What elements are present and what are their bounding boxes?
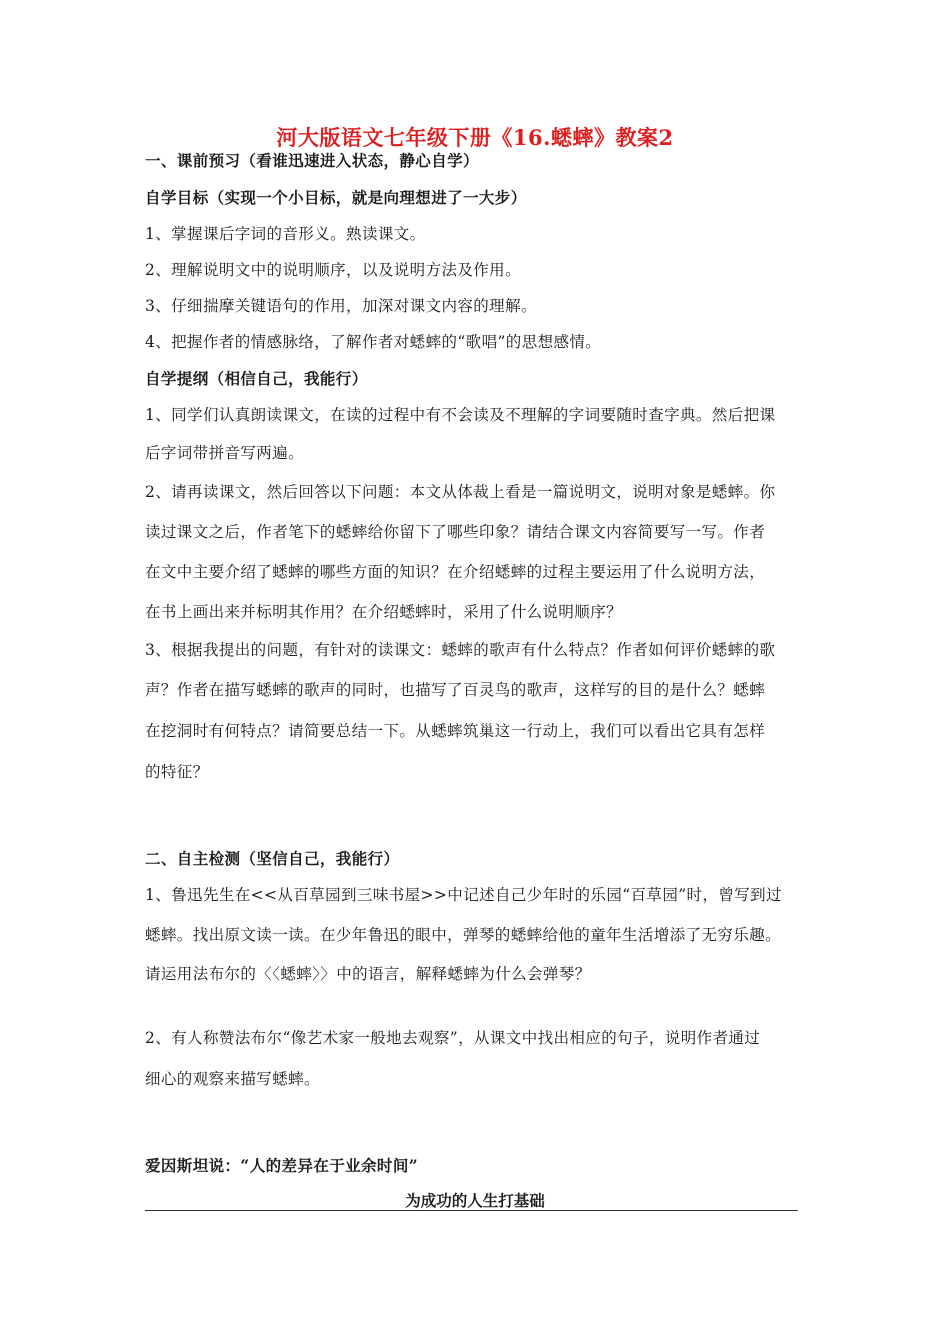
section1-heading: 一、课前预习（看谁迅速进入状态，静心自学） [145,151,479,170]
outline-line: 在书上画出来并标明其作用？在介绍蟋蟀时，采用了什么说明顺序？ [145,603,623,621]
einstein-quote: 爱因斯坦说：“人的差异在于业余时间” [145,1156,419,1175]
footer-rule [145,1210,798,1211]
goals-heading: 自学目标（实现一个小目标，就是向理想进了一大步） [145,188,527,207]
outline-line: 读过课文之后，作者笔下的蟋蟀给你留下了哪些印象？请结合课文内容简要写一写。作者 [145,523,766,541]
outline-line: 声？作者在描写蟋蟀的歌声的同时，也描写了百灵鸟的歌声，这样写的目的是什么？蟋蟀 [145,681,766,699]
check-line: 请运用法布尔的〈〈蟋蟀〉〉中的语言，解释蟋蟀为什么会弹琴？ [145,965,591,983]
goal-item: 2、理解说明文中的说明顺序，以及说明方法及作用。 [145,261,521,279]
outline-line: 在文中主要介绍了蟋蟀的哪些方面的知识？在介绍蟋蟀的过程主要运用了什么说明方法， [145,563,766,581]
outline-line: 在挖洞时有何特点？请简要总结一下。从蟋蟀筑巢这一行动上，我们可以看出它具有怎样 [145,722,766,740]
outline-line: 3、根据我提出的问题，有针对的读课文：蟋蟀的歌声有什么特点？作者如何评价蟋蟀的歌 [145,641,776,659]
goal-item: 4、把握作者的情感脉络，了解作者对蟋蟀的“歌唱”的思想感情。 [145,333,602,351]
check-line: 1、鲁迅先生在<<从百草园到三味书屋>>中记述自己少年时的乐园“百草园”时，曾写到过 [145,886,782,904]
check-line: 细心的观察来描写蟋蟀。 [145,1070,320,1088]
check-line: 2、有人称赞法布尔“像艺术家一般地去观察”，从课文中找出相应的句子，说明作者通过 [145,1029,761,1047]
section2-heading: 二、自主检测（坚信自己，我能行） [145,849,400,868]
outline-line: 2、请再读课文，然后回答以下问题：本文从体裁上看是一篇说明文，说明对象是蟋蟀。你 [145,483,776,501]
outline-line: 后字词带拼音写两遍。 [145,444,305,462]
outline-line: 1、同学们认真朗读课文，在读的过程中有不会读及不理解的字词要随时查字典。然后把课 [145,406,776,424]
outline-line: 的特征？ [145,763,209,781]
goal-item: 3、仔细揣摩关键语句的作用，加深对课文内容的理解。 [145,297,537,315]
outline-heading: 自学提纲（相信自己，我能行） [145,369,368,388]
check-line: 蟋蟀。找出原文读一读。在少年鲁迅的眼中，弹琴的蟋蟀给他的童年生活增添了无穷乐趣。 [145,926,782,944]
document-title: 河大版语文七年级下册《16.蟋蟀》教案2 [276,125,674,150]
goal-item: 1、掌握课后字词的音形义。熟读课文。 [145,225,426,243]
footer-slogan: 为成功的人生打基础 [405,1191,545,1210]
